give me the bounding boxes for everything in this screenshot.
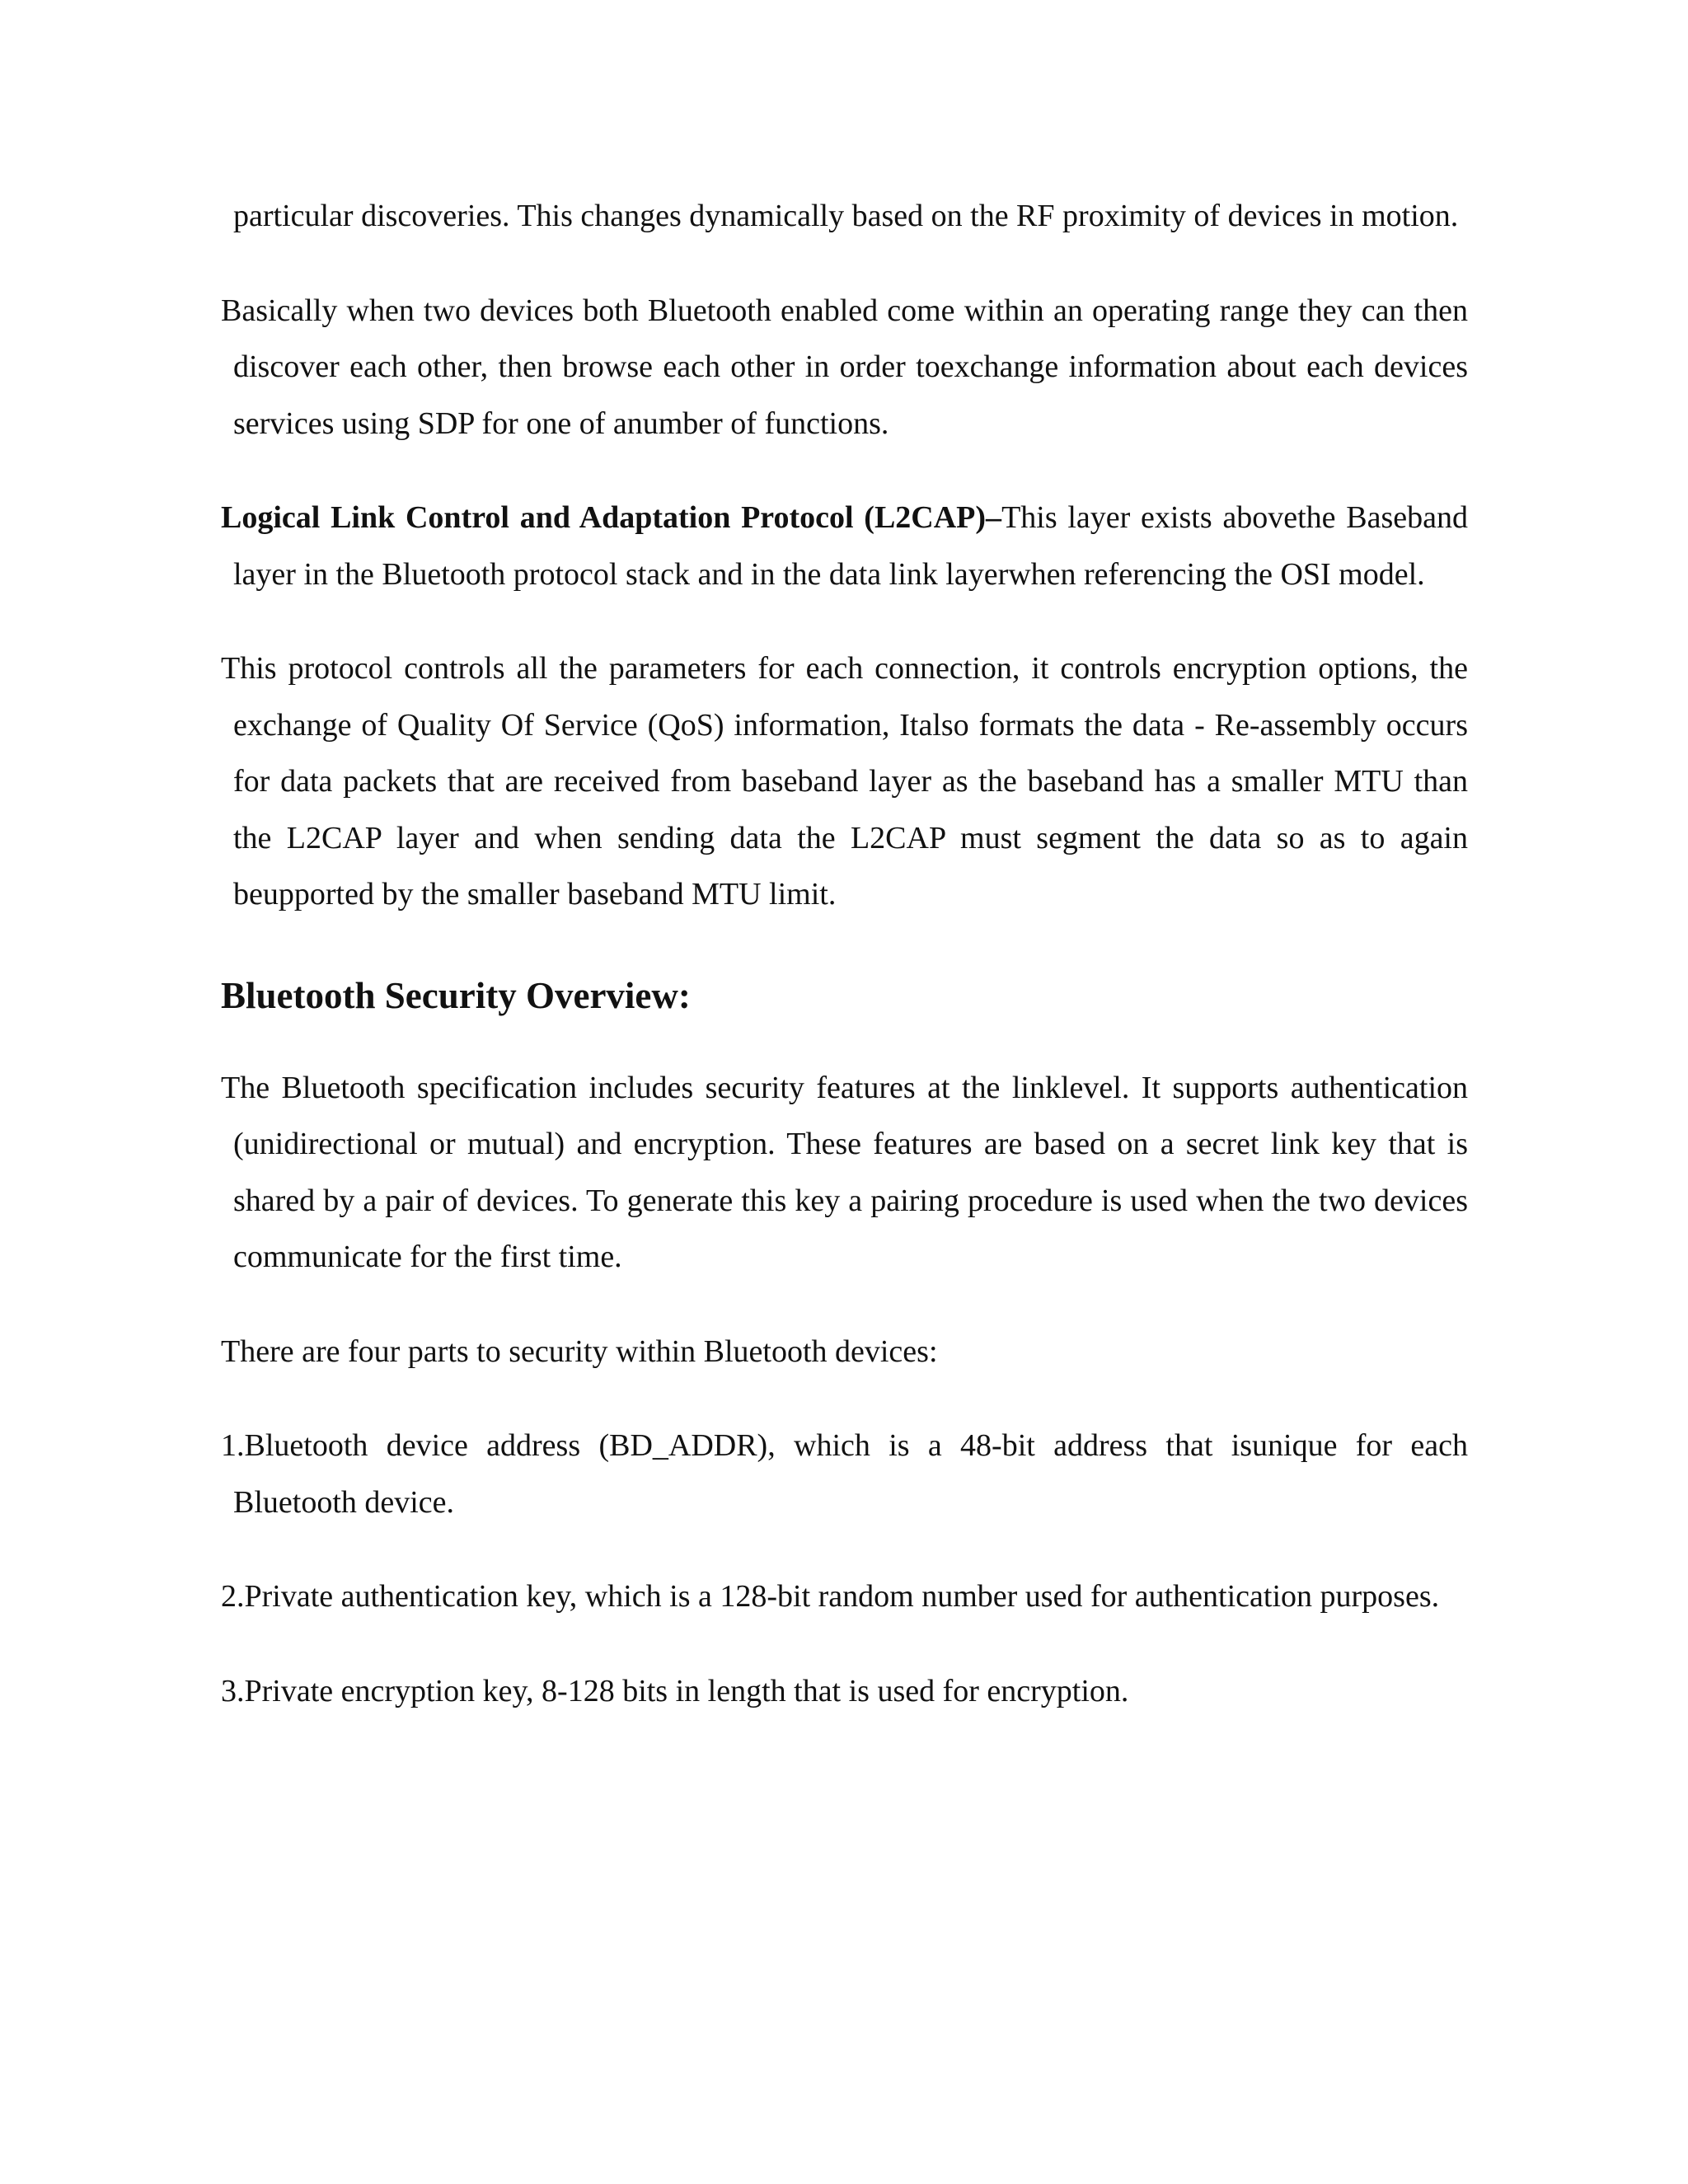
- list-item-authentication-key: 2.Private authentication key, which is a 128-bit random number used for authentication purposes.: [221, 1579, 1440, 1614]
- paragraph-protocol-parameters: This protocol controls all the parameters for each connection, it controls encryption options, the exchange of Quality Of Service (QoS) information, Italso formats the data - Re-assembly occurs for data packets that are received from baseband layer as the baseband has a smaller MTU than the L2CAP layer and when sending data the L2CAP must segment the data so as to again beupported by the smaller baseband MTU limit.: [221, 651, 1468, 912]
- l2cap-description: This layer exists abovethe Baseband layer in the Bluetooth protocol stack and in the data link layerwhen referencing the OSI model.: [233, 500, 1468, 592]
- paragraph-security-spec: The Bluetooth specification includes security features at the linklevel. It supports authentication (unidirectional or mutual) and encryption. These features are based on a secret link key that is shared by a pair of devices. To generate this key a pairing procedure is used when the two devices communicate for the first time.: [221, 1070, 1468, 1274]
- paragraph-four-parts: There are four parts to security within Bluetooth devices:: [221, 1333, 938, 1369]
- l2cap-term: Logical Link Control and Adaptation Protocol (L2CAP)–: [221, 500, 1002, 535]
- list-item-device-address: 1.Bluetooth device address (BD_ADDR), which is a 48-bit address that isunique for each Bluetooth device.: [221, 1428, 1468, 1520]
- paragraph-rf-proximity: particular discoveries. This changes dynamically based on the RF proximity of devices in motion.: [233, 199, 1459, 233]
- section-heading: Bluetooth Security Overview:: [221, 974, 691, 1016]
- paragraph-l2cap: [221, 490, 1468, 602]
- document-page: [221, 188, 1468, 1719]
- list-item-encryption-key: 3.Private encryption key, 8-128 bits in length that is used for encryption.: [221, 1673, 1129, 1708]
- paragraph-discovery: Basically when two devices both Bluetooth enabled come within an operating range they can then discover each other, then browse each other in order toexchange information about each devices services using SDP for one of anumber of functions.: [221, 293, 1468, 441]
